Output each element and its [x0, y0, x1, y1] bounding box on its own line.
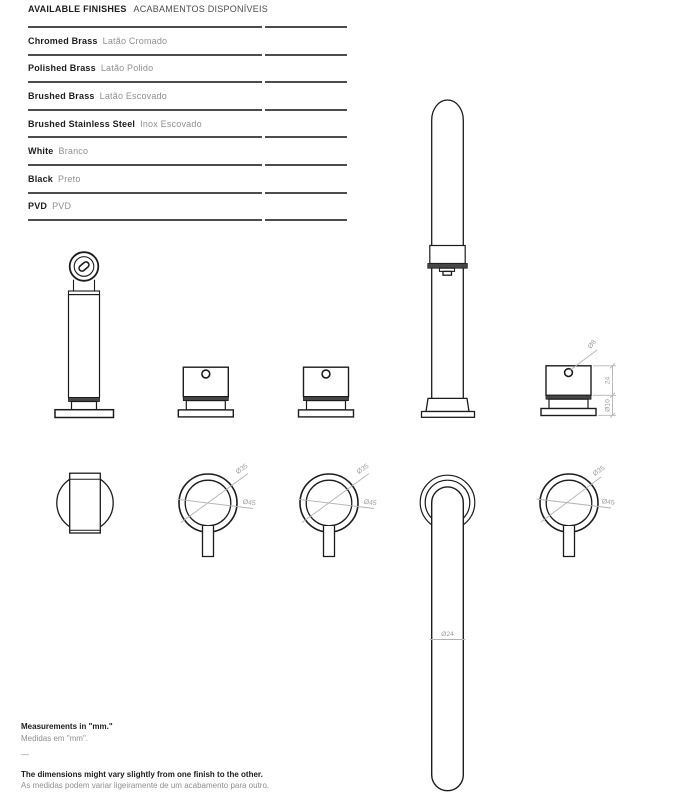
- dim-handle-inner: Ø35: [355, 462, 371, 476]
- finish-name-en: Brushed Stainless Steel: [28, 118, 136, 129]
- dim-handle-outer: Ø45: [601, 498, 615, 507]
- finishes-title-pt: ACABAMENTOS DISPONÍVEIS: [133, 4, 269, 14]
- note-measurements-pt: Medidas em "mm".: [21, 733, 89, 743]
- note-divider: —: [21, 750, 29, 759]
- dim-spout-diameter: Ø24: [441, 631, 454, 638]
- rule-gap: [262, 26, 265, 222]
- handle-side-view-dimensioned: [541, 366, 596, 416]
- finish-row-white: [28, 136, 347, 164]
- finish-row-black: [28, 164, 347, 192]
- finish-name-en: PVD: [28, 201, 48, 212]
- dim-handle-outer: Ø45: [363, 498, 377, 508]
- finish-name-en: Polished Brass: [28, 63, 96, 74]
- handshower-side-view: [55, 252, 114, 417]
- finish-row-brushed-stainless-steel: [28, 109, 347, 137]
- handle-top-view-1: [179, 474, 237, 557]
- finish-row-chromed-brass: [28, 26, 347, 54]
- notes: [21, 721, 269, 792]
- finish-name-pt: PVD: [52, 201, 72, 212]
- note-variation-en: The dimensions might vary slightly from one finish to the other.: [21, 769, 263, 779]
- spout-side-view: [422, 100, 475, 417]
- note-variation-pt: As medidas podem variar ligeiramente de um acabamento para outro.: [21, 781, 270, 790]
- finish-name-pt: Latão Polido: [100, 63, 154, 74]
- finish-name-pt: Latão Cromado: [102, 35, 168, 46]
- dim-handle-height: 24: [604, 376, 612, 385]
- finish-row-pvd: [28, 192, 347, 220]
- finish-name-en: Black: [28, 173, 54, 184]
- handle-top-view-3: [540, 474, 598, 557]
- finish-name-pt: Latão Escovado: [99, 90, 167, 101]
- finish-name-pt: Inox Escovado: [140, 118, 202, 129]
- note-measurements-en: Measurements in "mm.": [21, 722, 113, 731]
- handle-side-view-2: [299, 367, 354, 417]
- handshower-top-view: [57, 473, 113, 533]
- finish-name-en: White: [28, 146, 54, 157]
- finish-row-polished-brass: [28, 54, 347, 82]
- finish-name-en: Chromed Brass: [28, 35, 98, 46]
- dim-handle-pin: Ø8: [586, 338, 598, 351]
- finish-name-pt: Branco: [58, 146, 89, 157]
- table-bottom-rule: [28, 219, 347, 221]
- finishes-title: [28, 4, 347, 15]
- dim-handle-outer: Ø45: [242, 498, 256, 508]
- finish-name-pt: Preto: [58, 173, 81, 184]
- dim-handle-base: Ø10: [604, 399, 612, 412]
- dim-handle-inner: Ø35: [234, 462, 250, 476]
- finish-name-en: Brushed Brass: [28, 90, 95, 101]
- handle-top-view-2: [300, 474, 358, 557]
- finishes-table: [28, 4, 347, 221]
- spout-top-view: [420, 475, 475, 790]
- finish-row-brushed-brass: [28, 81, 347, 109]
- dim-handle-inner: Ø35: [591, 464, 607, 478]
- finishes-title-en: AVAILABLE FINISHES: [28, 4, 127, 14]
- handle-side-view-1: [178, 367, 233, 417]
- finishes-rows: [28, 26, 347, 221]
